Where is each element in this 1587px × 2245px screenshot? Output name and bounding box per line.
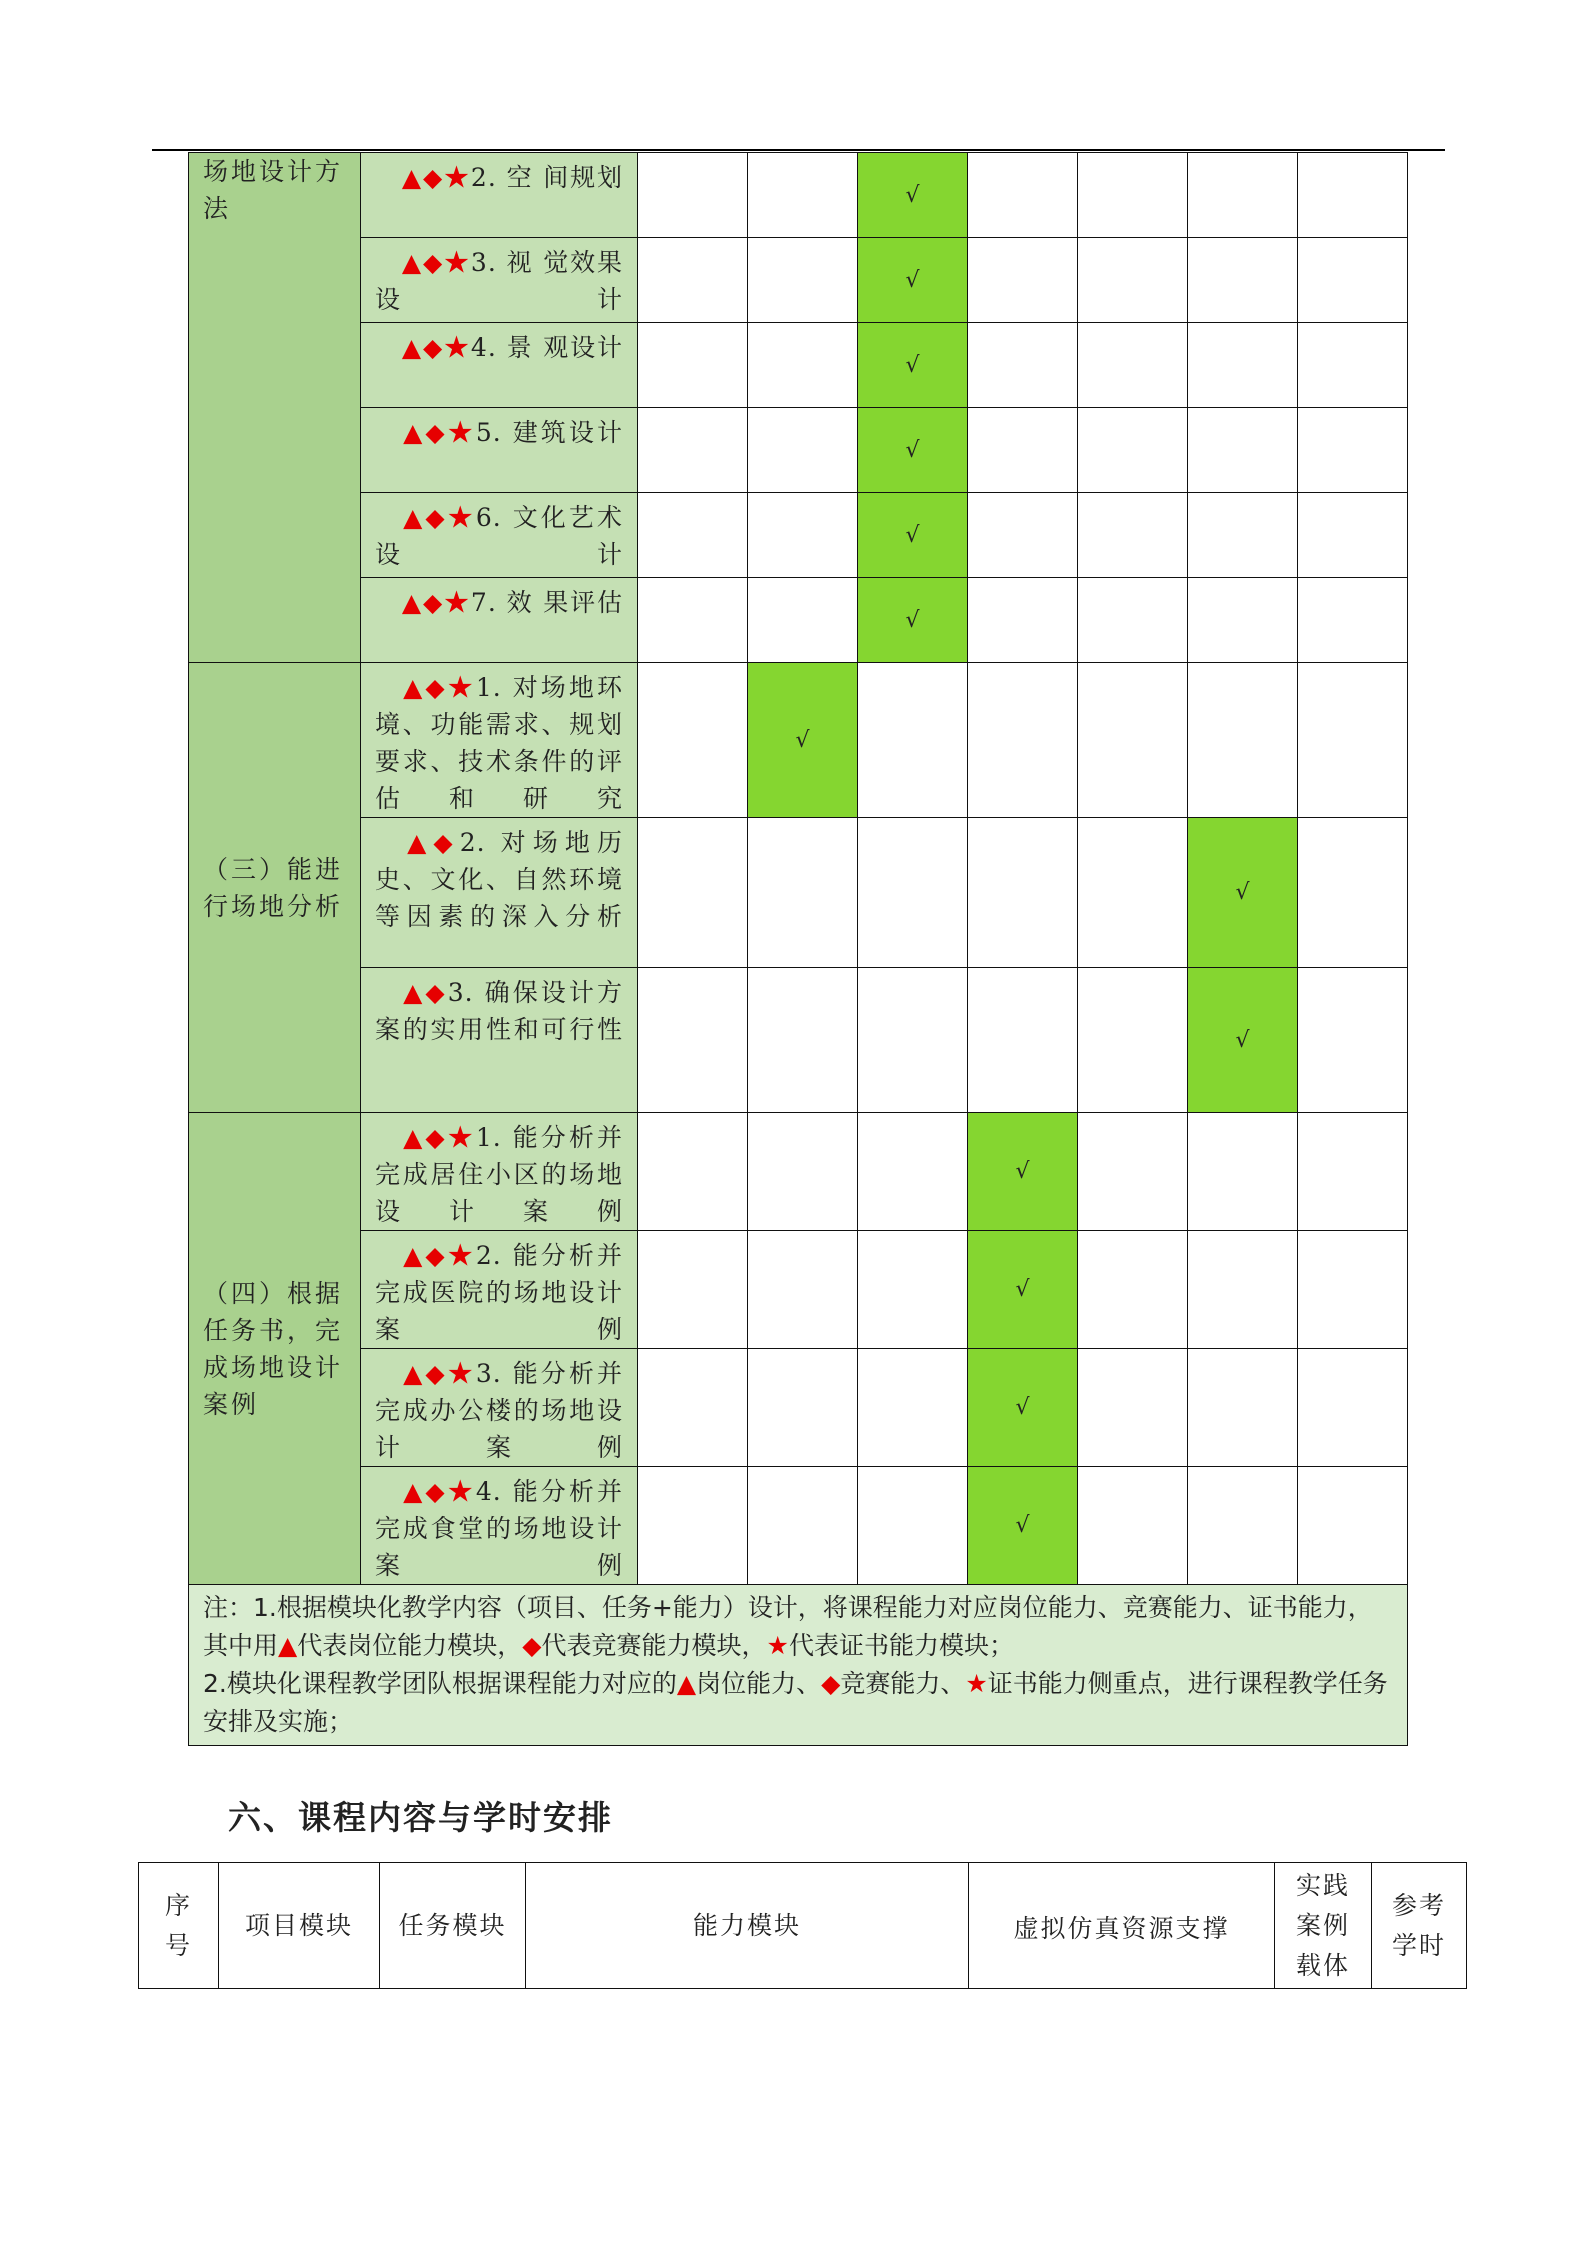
matrix-row [189, 1231, 1408, 1349]
ability-cell-c6 [1188, 493, 1298, 578]
ability-cell-c4 [968, 323, 1078, 408]
ability-cell-c3 [858, 238, 968, 323]
ability-cell-c1 [638, 1467, 748, 1585]
ability-cell-c6 [1188, 968, 1298, 1113]
ability-cell-c6 [1188, 578, 1298, 663]
check-mark-icon: √ [1235, 1027, 1250, 1053]
ability-cell-c2 [748, 323, 858, 408]
note-symbol-icon: ▲ [278, 1631, 298, 1660]
ability-cell-c5 [1078, 323, 1188, 408]
ability-cell-c3 [858, 663, 968, 818]
ability-cell-c1 [638, 663, 748, 818]
header-virtual-sim: 虚拟仿真资源支撑 [969, 1863, 1275, 1989]
ability-cell-c4 [968, 1349, 1078, 1467]
ability-cell-c7 [1298, 153, 1408, 238]
ability-cell-c3 [858, 1349, 968, 1467]
header-seq: 序号 [139, 1863, 219, 1989]
header-rule [152, 149, 1445, 151]
note-symbol-icon: ▲ [676, 1669, 697, 1698]
task-cell [361, 153, 638, 238]
header-ref-hours: 参考学时 [1372, 1863, 1467, 1989]
task-cell [361, 968, 638, 1113]
task-text: 5. 建筑设计 [475, 418, 623, 447]
task-text: 2. 能分析并完成医院的场地设计案例 [375, 1241, 623, 1344]
module-cell [189, 153, 361, 663]
ability-cell-c7 [1298, 1467, 1408, 1585]
task-text: 4. 景 观设计 [470, 333, 623, 362]
ability-cell-c3 [858, 818, 968, 968]
task-cell [361, 663, 638, 818]
ability-cell-c2 [748, 238, 858, 323]
ability-cell-c5 [1078, 1231, 1188, 1349]
ability-cell-c2 [748, 1231, 858, 1349]
ability-cell-c5 [1078, 153, 1188, 238]
ability-cell-c5 [1078, 1113, 1188, 1231]
ability-cell-c4 [968, 408, 1078, 493]
task-text: 4. 能分析并完成食堂的场地设计案例 [375, 1477, 623, 1580]
task-text: 3. 能分析并完成办公楼的场地设计案例 [375, 1359, 623, 1462]
matrix-row [189, 818, 1408, 968]
ability-cell-c6 [1188, 408, 1298, 493]
module-title: （四）根据任务书，完成场地设计案例 [203, 1278, 344, 1419]
module-cell [189, 1113, 361, 1585]
ability-cell-c2 [748, 1349, 858, 1467]
ability-cell-c6 [1188, 153, 1298, 238]
section-heading: 六、课程内容与学时安排 [228, 1798, 613, 1837]
check-mark-icon: √ [1015, 1277, 1030, 1302]
ability-cell-c3 [858, 323, 968, 408]
ability-cell-c4 [968, 153, 1078, 238]
note-text: 代表竞赛能力模块， [541, 1631, 767, 1660]
ability-cell-c1 [638, 1349, 748, 1467]
check-mark-icon: √ [905, 607, 920, 633]
ability-cell-c3 [858, 1467, 968, 1585]
ability-cell-c1 [638, 493, 748, 578]
ability-symbols: ▲◆★ [401, 418, 476, 447]
note-text: 岗位能力、 [696, 1669, 822, 1698]
ability-cell-c1 [638, 323, 748, 408]
note-text: 代表证书能力模块； [788, 1631, 1014, 1660]
ability-cell-c1 [638, 153, 748, 238]
task-text: 3. 视 觉效果设计 [375, 248, 623, 314]
ability-cell-c1 [638, 968, 748, 1113]
ability-cell-c5 [1078, 493, 1188, 578]
task-text: 2. 对场地历史、文化、自然环境等因素的深入分析 [375, 828, 624, 931]
task-text: 1. 能分析并完成居住小区的场地设计案例 [375, 1123, 623, 1226]
ability-cell-c5 [1078, 818, 1188, 968]
ability-symbols: ▲◆★ [401, 1123, 476, 1152]
ability-symbols: ▲◆ [401, 978, 448, 1007]
task-text: 1. 对场地环境、功能需求、规划要求、技术条件的评估和研究 [375, 673, 623, 813]
ability-cell-c7 [1298, 578, 1408, 663]
ability-symbols: ▲◆★ [401, 673, 476, 702]
ability-cell-c1 [638, 1231, 748, 1349]
header-ability-module: 能力模块 [526, 1863, 969, 1989]
matrix-row [189, 153, 1408, 238]
matrix-row [189, 1113, 1408, 1231]
check-mark-icon: √ [905, 352, 920, 378]
check-mark-icon: √ [1015, 1395, 1030, 1420]
check-mark-icon: √ [905, 522, 920, 548]
header-practice-case: 实践案例载体 [1275, 1863, 1372, 1989]
task-text: 6. 文化艺术设计 [375, 503, 623, 569]
ability-cell-c7 [1298, 1349, 1408, 1467]
task-text: 7. 效 果评估 [470, 588, 623, 617]
ability-cell-c6 [1188, 1231, 1298, 1349]
ability-cell-c3 [858, 968, 968, 1113]
matrix-row [189, 1349, 1408, 1467]
matrix-row [189, 238, 1408, 323]
matrix-row [189, 323, 1408, 408]
ability-cell-c5 [1078, 1467, 1188, 1585]
ability-cell-c2 [748, 1113, 858, 1231]
task-cell [361, 818, 638, 968]
ability-cell-c7 [1298, 1231, 1408, 1349]
ability-cell-c1 [638, 818, 748, 968]
ability-cell-c7 [1298, 238, 1408, 323]
ability-cell-c7 [1298, 408, 1408, 493]
ability-cell-c4 [968, 1231, 1078, 1349]
ability-cell-c4 [968, 1467, 1078, 1585]
ability-cell-c2 [748, 408, 858, 493]
ability-cell-c4 [968, 1113, 1078, 1231]
ability-symbols: ▲◆★ [401, 503, 476, 532]
ability-cell-c2 [748, 818, 858, 968]
note-text: 竞赛能力、 [840, 1669, 966, 1698]
check-mark-icon: √ [905, 182, 920, 208]
ability-cell-c5 [1078, 578, 1188, 663]
ability-cell-c7 [1298, 818, 1408, 968]
ability-cell-c5 [1078, 968, 1188, 1113]
task-cell [361, 408, 638, 493]
ability-cell-c2 [748, 663, 858, 818]
matrix-row [189, 1467, 1408, 1585]
ability-symbols: ▲◆★ [401, 333, 471, 362]
ability-symbols: ▲◆★ [401, 248, 471, 277]
ability-symbols: ▲◆★ [401, 1477, 476, 1506]
ability-symbols: ▲◆★ [401, 1359, 476, 1388]
note-row [189, 1585, 1408, 1746]
ability-cell-c6 [1188, 323, 1298, 408]
check-mark-icon: √ [1015, 1513, 1030, 1538]
header-project-module: 项目模块 [219, 1863, 380, 1989]
ability-symbols: ▲◆★ [401, 1241, 476, 1270]
task-cell [361, 578, 638, 663]
ability-cell-c7 [1298, 323, 1408, 408]
task-cell [361, 1349, 638, 1467]
note-cell [189, 1585, 1408, 1746]
ability-cell-c4 [968, 663, 1078, 818]
task-text: 2. 空 间规划 [470, 163, 623, 192]
ability-cell-c2 [748, 493, 858, 578]
matrix-row [189, 663, 1408, 818]
ability-cell-c5 [1078, 1349, 1188, 1467]
note-symbol-icon: ★ [965, 1669, 988, 1698]
ability-symbols: ▲◆★ [401, 163, 471, 192]
ability-cell-c3 [858, 408, 968, 493]
ability-cell-c2 [748, 1467, 858, 1585]
ability-cell-c3 [858, 153, 968, 238]
module-title: （三）能进行场地分析 [203, 854, 344, 921]
note-text: 2.模块化课程教学团队根据课程能力对应的 [203, 1669, 677, 1698]
module-title: 场地设计方法 [203, 157, 344, 223]
matrix-row [189, 493, 1408, 578]
task-cell [361, 493, 638, 578]
matrix-row [189, 408, 1408, 493]
task-cell [361, 323, 638, 408]
ability-cell-c4 [968, 578, 1078, 663]
ability-cell-c1 [638, 578, 748, 663]
ability-cell-c3 [858, 493, 968, 578]
check-mark-icon: √ [1235, 880, 1250, 905]
ability-cell-c1 [638, 238, 748, 323]
note-symbol-icon: ◆ [821, 1669, 841, 1698]
ability-cell-c7 [1298, 1113, 1408, 1231]
ability-cell-c2 [748, 153, 858, 238]
ability-cell-c6 [1188, 663, 1298, 818]
ability-symbols: ▲◆ [401, 828, 460, 857]
ability-cell-c3 [858, 578, 968, 663]
note-text: 注：1.根据模块化教学内容（项目、任务+能力）设计，将课程能力对应岗位能力、竞赛能力、证书能力，其中用 [203, 1593, 1373, 1660]
matrix-row [189, 968, 1408, 1113]
ability-cell-c1 [638, 1113, 748, 1231]
ability-cell-c5 [1078, 408, 1188, 493]
note-symbol-icon: ★ [766, 1631, 789, 1660]
ability-cell-c6 [1188, 1467, 1298, 1585]
ability-cell-c6 [1188, 1113, 1298, 1231]
ability-cell-c4 [968, 493, 1078, 578]
task-cell [361, 238, 638, 323]
task-cell [361, 1231, 638, 1349]
ability-cell-c2 [748, 968, 858, 1113]
header-task-module: 任务模块 [380, 1863, 526, 1989]
ability-cell-c5 [1078, 663, 1188, 818]
ability-cell-c3 [858, 1113, 968, 1231]
ability-cell-c6 [1188, 238, 1298, 323]
task-cell [361, 1113, 638, 1231]
note-symbol-icon: ◆ [522, 1631, 542, 1660]
ability-matrix-table [188, 152, 1408, 1746]
ability-symbols: ▲◆★ [401, 588, 471, 617]
ability-cell-c7 [1298, 663, 1408, 818]
note-text: 代表岗位能力模块， [297, 1631, 523, 1660]
ability-cell-c4 [968, 238, 1078, 323]
note-text: 证书能力侧重点，进行课程教学任务安排及实施； [203, 1669, 1388, 1736]
check-mark-icon: √ [1015, 1159, 1030, 1184]
ability-cell-c7 [1298, 968, 1408, 1113]
task-cell [361, 1467, 638, 1585]
ability-cell-c7 [1298, 493, 1408, 578]
task-text: 3. 确保设计方案的实用性和可行性 [375, 978, 623, 1044]
ability-cell-c1 [638, 408, 748, 493]
ability-cell-c6 [1188, 1349, 1298, 1467]
ability-cell-c4 [968, 968, 1078, 1113]
check-mark-icon: √ [905, 437, 920, 463]
ability-cell-c6 [1188, 818, 1298, 968]
ability-cell-c4 [968, 818, 1078, 968]
matrix-row [189, 578, 1408, 663]
check-mark-icon: √ [905, 267, 920, 293]
ability-cell-c5 [1078, 238, 1188, 323]
module-cell [189, 663, 361, 1113]
ability-cell-c3 [858, 1231, 968, 1349]
ability-cell-c2 [748, 578, 858, 663]
check-mark-icon: √ [795, 727, 810, 753]
schedule-table [138, 1862, 1467, 1989]
